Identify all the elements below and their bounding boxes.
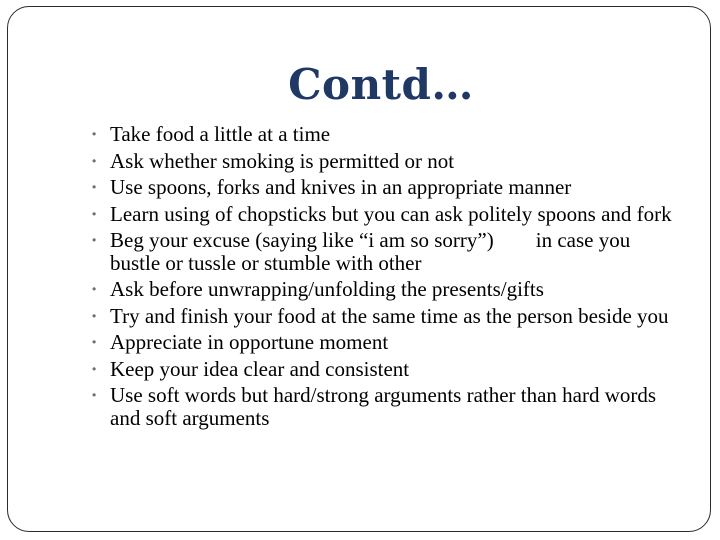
bullet-icon: • (92, 206, 97, 221)
list-item (92, 123, 672, 146)
list-item-text: Try and finish your food at the same time as the person beside you (110, 303, 669, 328)
list-item (92, 150, 672, 173)
list-item (92, 176, 672, 199)
list-item-text: Use spoons, forks and knives in an appropriate manner (110, 175, 572, 199)
list-item-text: Ask whether smoking is permitted or not (110, 148, 455, 173)
list-item-text: Use soft words but hard/strong arguments rather than hard words and soft arguments (110, 383, 657, 430)
slide-frame (7, 6, 711, 532)
bullet-icon: • (92, 233, 97, 247)
bullet-list (92, 123, 672, 433)
bullet-icon: • (92, 388, 97, 402)
list-item-text: Take food a little at a time (110, 122, 331, 146)
slide-title: Contd… (288, 60, 474, 109)
list-item-text: Beg your excuse (saying like “i am so sorry”) (110, 228, 494, 252)
list-item (92, 278, 672, 301)
list-item-text: Learn using of chopsticks but you can ask politely spoons and fork (110, 201, 672, 226)
list-item-text-continuation: in case you bustle or tussle or stumble with other (110, 228, 631, 275)
list-item-text: Appreciate in opportune moment (110, 330, 389, 354)
bullet-icon: • (92, 361, 97, 376)
bullet-icon: • (92, 282, 97, 296)
list-item (92, 384, 672, 429)
bullet-icon: • (92, 127, 97, 141)
list-item-text: Keep your idea clear and consistent (110, 356, 410, 381)
bullet-icon: • (92, 153, 97, 168)
bullet-icon: • (92, 308, 97, 323)
list-item (92, 229, 672, 274)
list-item (92, 331, 672, 354)
bullet-icon: • (92, 335, 97, 349)
list-item-text: Ask before unwrapping/unfolding the presents/gifts (110, 277, 544, 301)
list-item (92, 305, 672, 328)
list-item (92, 358, 672, 381)
list-item (92, 203, 672, 226)
bullet-icon: • (92, 180, 97, 194)
